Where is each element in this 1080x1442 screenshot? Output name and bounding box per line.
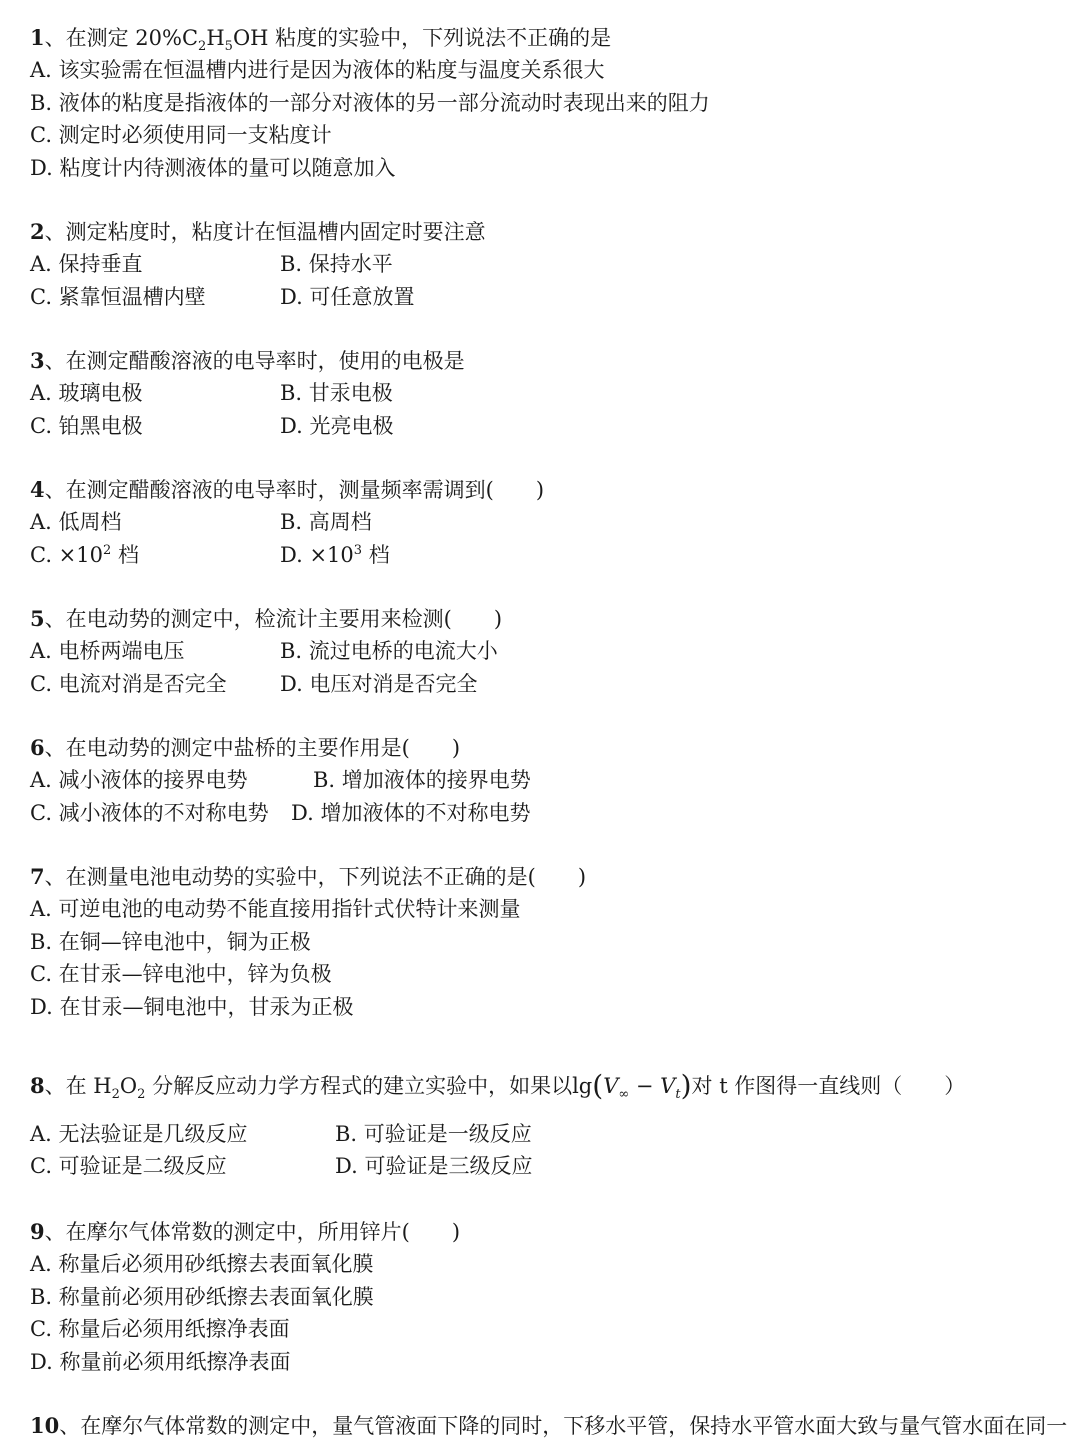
option-row [30, 764, 1080, 796]
option-row [30, 539, 1080, 571]
option-row [30, 377, 1080, 409]
option-b: B. 高周档 [280, 510, 372, 535]
option-b: B. 可验证是一级反应 [335, 1122, 532, 1146]
question-6 [30, 732, 1080, 829]
option-a: A. 电桥两端电压 [30, 639, 185, 664]
question-stem: 10、在摩尔气体常数的测定中，量气管液面下降的同时，下移水平管，保持水平管水面大致与量气管水面在同一 [30, 1413, 1068, 1438]
option-d: D. 可任意放置 [280, 284, 415, 309]
option-c: C. 称量后必须用纸擦净表面 [30, 1317, 290, 1342]
option-a: A. 保持垂直 [30, 252, 143, 277]
option-a: A. 无法验证是几级反应 [30, 1122, 248, 1146]
question-4 [30, 474, 1080, 571]
question-5 [30, 603, 1080, 700]
question-number: 6 [30, 735, 45, 760]
option-d: D. 增加液体的不对称电势 [291, 800, 531, 825]
question-stem: 7、在测量电池电动势的实验中，下列说法不正确的是( ) [30, 864, 587, 889]
question-number: 3 [30, 348, 45, 373]
option-d: D. 称量前必须用纸擦净表面 [30, 1349, 291, 1374]
option-d: D. 粘度计内待测液体的量可以随意加入 [30, 155, 396, 180]
question-3 [30, 345, 1080, 442]
question-10 [30, 1410, 1080, 1442]
formula: $\lg(V_\infty - V_t)$ [572, 1069, 692, 1103]
question-number: 2 [30, 219, 45, 244]
question-stem: 4、在测定醋酸溶液的电导率时，测量频率需调到( ) [30, 477, 545, 502]
option-row [30, 635, 1080, 667]
option-c: C. 在甘汞—锌电池中，锌为负极 [30, 962, 332, 987]
option-a: A. 称量后必须用砂纸擦去表面氧化膜 [30, 1252, 374, 1277]
option-c: C. 测定时必须使用同一支粘度计 [30, 123, 332, 148]
option-a: A. 低周档 [30, 510, 122, 535]
option-row [30, 797, 1080, 829]
option-c: C. $\times 10^2$ 档 [30, 542, 139, 567]
option-b: B. 甘汞电极 [280, 381, 393, 406]
question-stem: 9、在摩尔气体常数的测定中，所用锌片( ) [30, 1219, 461, 1244]
option-a: A. 玻璃电极 [30, 381, 143, 406]
question-1 [30, 22, 1080, 184]
question-number: 4 [30, 477, 45, 502]
option-a: A. 该实验需在恒温槽内进行是因为液体的粘度与温度关系很大 [30, 58, 605, 83]
option-d: D. 可验证是三级反应 [335, 1154, 533, 1179]
question-number: 8 [30, 1073, 45, 1098]
option-c: C. 铂黑电极 [30, 413, 143, 438]
option-row [30, 281, 1080, 313]
question-stem: 3、在测定醋酸溶液的电导率时，使用的电极是 [30, 348, 465, 373]
question-number: 1 [30, 25, 45, 50]
question-number: 5 [30, 606, 45, 631]
option-row [30, 1150, 1080, 1182]
option-d: D. 在甘汞—铜电池中，甘汞为正极 [30, 994, 354, 1019]
question-9 [30, 1216, 1080, 1378]
option-c: C. 可验证是二级反应 [30, 1154, 227, 1179]
question-number: 9 [30, 1219, 45, 1244]
option-row [30, 248, 1080, 280]
question-stem: 8、在 $H_2O_2$ 分解反应动力学方程式的建立实验中，如果以$\lg(V_\infty - V_t)$对 t 作图得一直线则（ ） [30, 1069, 966, 1103]
option-b: B. 保持水平 [280, 252, 393, 277]
question-stem: 1、在测定 $20\%C_2H_5OH$ 粘度的实验中，下列说法不正确的是 [30, 25, 612, 55]
option-b: B. 在铜—锌电池中，铜为正极 [30, 929, 311, 954]
question-7 [30, 861, 1080, 1023]
option-row [30, 668, 1080, 700]
option-d: D. 光亮电极 [280, 413, 394, 438]
option-b: B. 流过电桥的电流大小 [280, 639, 498, 664]
option-b: B. 液体的粘度是指液体的一部分对液体的另一部分流动时表现出来的阻力 [30, 90, 710, 115]
question-number: 10 [30, 1413, 60, 1438]
option-c: C. 紧靠恒温槽内壁 [30, 284, 206, 309]
option-row [30, 1118, 1080, 1150]
option-row [30, 410, 1080, 442]
option-row [30, 506, 1080, 538]
option-d: D. $\times 10^3$ 档 [280, 542, 390, 567]
question-8 [30, 1068, 1080, 1183]
option-c: C. 减小液体的不对称电势 [30, 800, 269, 825]
question-stem: 6、在电动势的测定中盐桥的主要作用是( ) [30, 735, 461, 760]
option-b: B. 称量前必须用砂纸擦去表面氧化膜 [30, 1284, 374, 1309]
question-number: 7 [30, 864, 45, 889]
option-a: A. 减小液体的接界电势 [30, 768, 248, 793]
option-c: C. 电流对消是否完全 [30, 671, 227, 696]
question-stem: 5、在电动势的测定中，检流计主要用来检测( ) [30, 606, 503, 631]
option-a: A. 可逆电池的电动势不能直接用指针式伏特计来测量 [30, 897, 521, 922]
question-stem: 2、测定粘度时，粘度计在恒温槽内固定时要注意 [30, 219, 486, 244]
option-b: B. 增加液体的接界电势 [313, 768, 531, 793]
option-d: D. 电压对消是否完全 [280, 671, 478, 696]
question-2 [30, 216, 1080, 313]
